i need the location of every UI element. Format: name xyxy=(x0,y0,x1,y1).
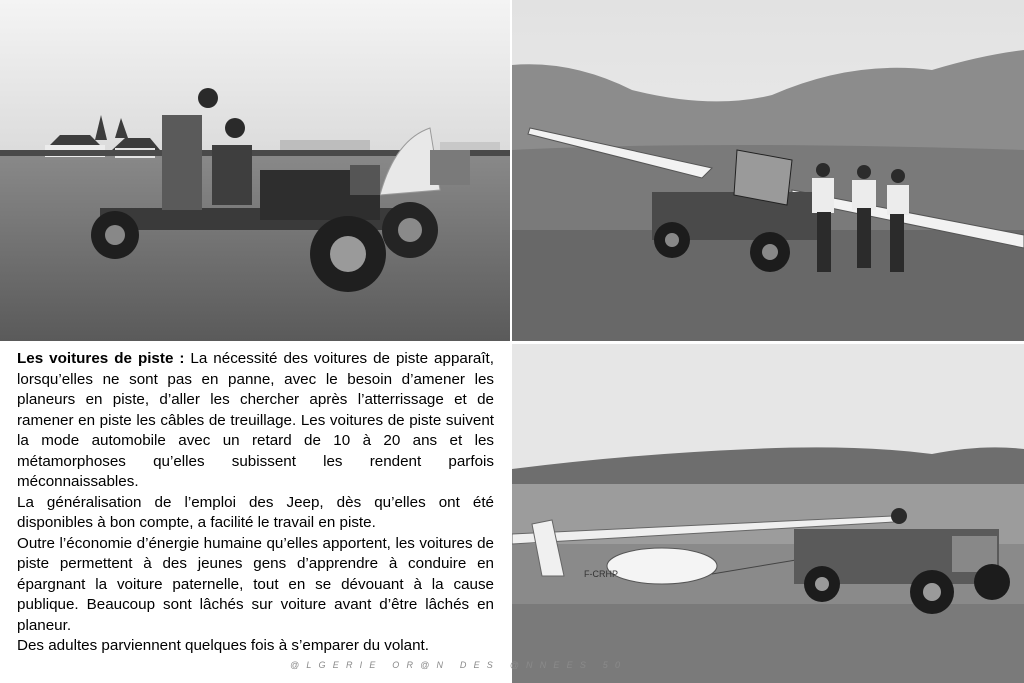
photo-jeep-glider-hills xyxy=(512,0,1024,341)
article-text xyxy=(17,349,494,657)
paragraph-3: Outre l’économie d’énergie humaine qu’elles apportent, les voitures de piste permettent à des jeunes gens d’apprendre à conduire en épargnant la voiture paternelle, tout en se dévouant à la cause publique. Beaucoup sont lâchés sur voiture avant d’être lâchés en planeur. xyxy=(17,534,494,634)
watermark: @LGERIE OR@N DES @NNEES 50 xyxy=(290,660,628,670)
lead-heading: Les voitures de piste : xyxy=(17,350,185,367)
paragraph-4: Des adultes parviennent quelques fois à s’emparer du volant. xyxy=(17,637,429,654)
glider-marking: F-CRHP xyxy=(584,569,618,579)
paragraph-1 xyxy=(17,349,494,493)
photo-tow-vehicle xyxy=(0,0,510,341)
photo-jeep-towing-glider xyxy=(512,344,1024,683)
paragraph-2: La généralisation de l’emploi des Jeep, dès qu’elles ont été disponibles à bon compte, a facilité le travail en piste. xyxy=(17,493,494,531)
paragraph-1-body: La nécessité des voitures de piste apparaît, lorsqu’elles ne sont pas en panne, avec le besoin d’amener les planeurs en piste, d’aller les chercher après l’atterrissage et de ramener en piste les câbles de treuillage. Les voitures de piste suivent la mode automobile avec un retard de 10 à 20 ans et les métamorphoses qu’elles subissent les rendent parfois méconnaissables. xyxy=(17,350,494,490)
